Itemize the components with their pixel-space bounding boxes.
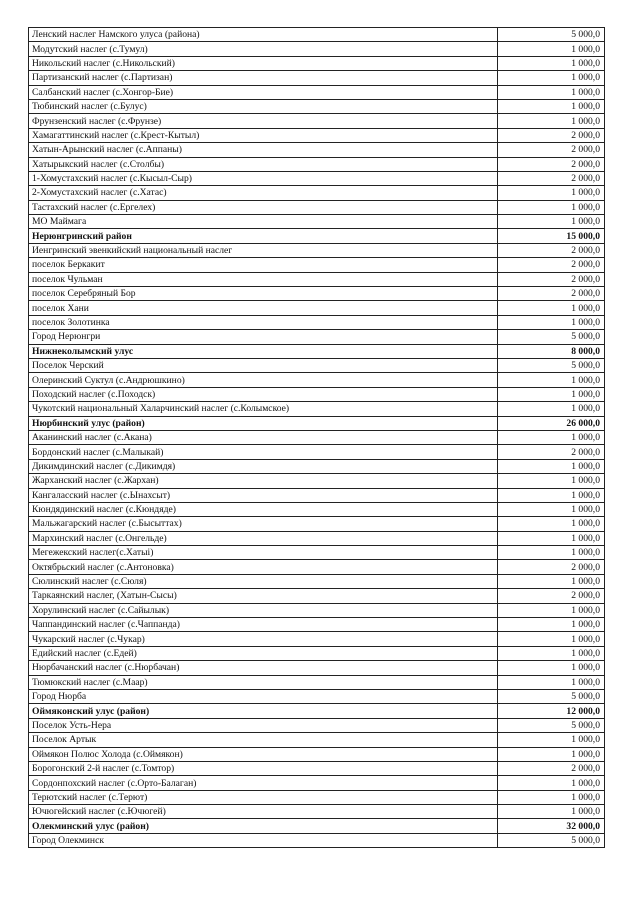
table-row (29, 243, 605, 257)
settlement-name: 1-Хомустахский наслег (с.Кысыл-Сыр) (29, 171, 498, 185)
amount-cell: 1 000,0 (498, 85, 605, 99)
settlement-name: Кюндядинский наслег (с.Кюндяде) (29, 502, 498, 516)
table-row (29, 603, 605, 617)
table-row (29, 330, 605, 344)
table-row (29, 805, 605, 819)
settlement-name: поселок Золотинка (29, 315, 498, 329)
table-row (29, 618, 605, 632)
table-row (29, 661, 605, 675)
table-row (29, 733, 605, 747)
table-row (29, 143, 605, 157)
settlement-name: Терютский наслег (с.Терют) (29, 790, 498, 804)
settlement-name: Нюрбинский улус (район) (29, 416, 498, 430)
amount-cell: 5 000,0 (498, 358, 605, 372)
amount-cell: 1 000,0 (498, 387, 605, 401)
amount-cell: 1 000,0 (498, 675, 605, 689)
settlement-name: Сордонпохский наслег (с.Орто-Балаган) (29, 776, 498, 790)
table-row (29, 301, 605, 315)
amount-cell: 1 000,0 (498, 71, 605, 85)
amount-cell: 8 000,0 (498, 344, 605, 358)
district-total-row (29, 704, 605, 718)
settlement-name: 2-Хомустахский наслег (с.Хатас) (29, 186, 498, 200)
settlement-name: Олеринский Суктул (с.Андрюшкино) (29, 373, 498, 387)
table-row (29, 315, 605, 329)
settlement-name: Поселок Артык (29, 733, 498, 747)
table-row (29, 430, 605, 444)
amount-cell: 1 000,0 (498, 488, 605, 502)
settlement-name: Поселок Черский (29, 358, 498, 372)
amount-cell: 1 000,0 (498, 56, 605, 70)
district-total-row (29, 229, 605, 243)
settlement-name: Тюбинский наслег (с.Булус) (29, 99, 498, 113)
settlement-name: Хорулинский наслег (с.Сайылык) (29, 603, 498, 617)
amount-cell: 1 000,0 (498, 517, 605, 531)
amount-cell: 1 000,0 (498, 776, 605, 790)
settlement-name: Партизанский наслег (с.Партизан) (29, 71, 498, 85)
table-row (29, 85, 605, 99)
amount-cell: 1 000,0 (498, 733, 605, 747)
table-row (29, 589, 605, 603)
settlement-name: поселок Серебряный Бор (29, 287, 498, 301)
amount-cell: 1 000,0 (498, 632, 605, 646)
table-row (29, 114, 605, 128)
table-row (29, 718, 605, 732)
table-row (29, 747, 605, 761)
table-row (29, 71, 605, 85)
amount-cell: 1 000,0 (498, 315, 605, 329)
settlement-name: Никольский наслег (с.Никольский) (29, 56, 498, 70)
settlement-name: Походский наслег (с.Походск) (29, 387, 498, 401)
amount-cell: 2 000,0 (498, 445, 605, 459)
amount-cell: 2 000,0 (498, 287, 605, 301)
table-row (29, 531, 605, 545)
amount-cell: 1 000,0 (498, 99, 605, 113)
settlement-name: Хамагаттинский наслег (с.Крест-Кытыл) (29, 128, 498, 142)
settlement-name: Чукарский наслег (с.Чукар) (29, 632, 498, 646)
amount-cell: 1 000,0 (498, 546, 605, 560)
table-row (29, 157, 605, 171)
settlement-name: Мегежекский наслег(с.Хатыі) (29, 546, 498, 560)
settlement-name: Город Олекминск (29, 833, 498, 847)
amount-cell: 2 000,0 (498, 761, 605, 775)
amount-cell: 1 000,0 (498, 114, 605, 128)
settlement-name: Ленский наслег Намского улуса (района) (29, 28, 498, 42)
settlement-name: Бордонский наслег (с.Малыкай) (29, 445, 498, 459)
table-row (29, 28, 605, 42)
table-row (29, 675, 605, 689)
settlement-name: Октябрьский наслег (с.Антоновка) (29, 560, 498, 574)
amount-cell: 5 000,0 (498, 330, 605, 344)
settlement-name: Нерюнгринский район (29, 229, 498, 243)
amount-cell: 1 000,0 (498, 42, 605, 56)
settlement-name: Кангаласский наслег (с.Ынахсыт) (29, 488, 498, 502)
table-row (29, 128, 605, 142)
settlement-name: Модутский наслег (с.Тумул) (29, 42, 498, 56)
settlement-name: Город Нерюнгри (29, 330, 498, 344)
amount-cell: 2 000,0 (498, 258, 605, 272)
table-row (29, 776, 605, 790)
amount-cell: 2 000,0 (498, 272, 605, 286)
table-row (29, 287, 605, 301)
settlement-name: поселок Хани (29, 301, 498, 315)
amount-cell: 1 000,0 (498, 790, 605, 804)
settlement-name: Аканинский наслег (с.Акана) (29, 430, 498, 444)
table-row (29, 272, 605, 286)
settlement-name: Борогонский 2-й наслег (с.Томтор) (29, 761, 498, 775)
settlement-name: Мальжагарский наслег (с.Бысыттах) (29, 517, 498, 531)
table-row (29, 373, 605, 387)
amount-cell: 2 000,0 (498, 589, 605, 603)
settlement-name: поселок Чульман (29, 272, 498, 286)
amount-cell: 1 000,0 (498, 459, 605, 473)
table-row (29, 502, 605, 516)
amount-cell: 5 000,0 (498, 833, 605, 847)
settlement-name: МО Маймага (29, 215, 498, 229)
table-row (29, 790, 605, 804)
amount-cell: 1 000,0 (498, 474, 605, 488)
table-row (29, 632, 605, 646)
amount-cell: 32 000,0 (498, 819, 605, 833)
amount-cell: 1 000,0 (498, 430, 605, 444)
settlement-name: Оймякон Полюс Холода (с.Оймякон) (29, 747, 498, 761)
table-row (29, 459, 605, 473)
settlement-name: Едийский наслег (с.Едей) (29, 646, 498, 660)
settlement-name: Город Нюрба (29, 689, 498, 703)
amount-cell: 2 000,0 (498, 171, 605, 185)
table-row (29, 488, 605, 502)
table-row (29, 402, 605, 416)
amount-cell: 1 000,0 (498, 200, 605, 214)
settlement-name: Ючюгейский наслег (с.Ючюгей) (29, 805, 498, 819)
settlement-name: Хатырыкский наслег (с.Столбы) (29, 157, 498, 171)
amount-cell: 1 000,0 (498, 618, 605, 632)
settlement-name: Нижнеколымский улус (29, 344, 498, 358)
amount-cell: 26 000,0 (498, 416, 605, 430)
settlement-name: Мархинский наслег (с.Онгельде) (29, 531, 498, 545)
amount-cell: 1 000,0 (498, 301, 605, 315)
amount-cell: 5 000,0 (498, 28, 605, 42)
district-total-row (29, 416, 605, 430)
table-row (29, 171, 605, 185)
amount-cell: 1 000,0 (498, 805, 605, 819)
amount-cell: 2 000,0 (498, 128, 605, 142)
table-row (29, 560, 605, 574)
settlement-name: Иенгринский эвенкийский национальный наслег (29, 243, 498, 257)
table-row (29, 56, 605, 70)
amount-cell: 2 000,0 (498, 143, 605, 157)
amount-cell: 15 000,0 (498, 229, 605, 243)
settlement-name: Оймяконский улус (район) (29, 704, 498, 718)
settlement-name: Тюмюкский наслег (с.Маар) (29, 675, 498, 689)
settlement-name: Сюлинский наслег (с.Сюля) (29, 574, 498, 588)
table-row (29, 546, 605, 560)
settlement-name: Дикимдинский наслег (с.Дикимдя) (29, 459, 498, 473)
amount-cell: 12 000,0 (498, 704, 605, 718)
amount-cell: 5 000,0 (498, 689, 605, 703)
amount-cell: 1 000,0 (498, 215, 605, 229)
settlement-name: поселок Беркакит (29, 258, 498, 272)
settlement-name: Фрунзенский наслег (с.Фрунзе) (29, 114, 498, 128)
amount-cell: 1 000,0 (498, 402, 605, 416)
amount-cell: 1 000,0 (498, 661, 605, 675)
district-total-row (29, 819, 605, 833)
table-row (29, 689, 605, 703)
settlement-name: Жарханский наслег (с.Жархан) (29, 474, 498, 488)
table-row (29, 186, 605, 200)
amount-cell: 1 000,0 (498, 747, 605, 761)
table-row (29, 215, 605, 229)
amount-cell: 5 000,0 (498, 718, 605, 732)
settlement-name: Олекминский улус (район) (29, 819, 498, 833)
amount-cell: 1 000,0 (498, 646, 605, 660)
settlement-name: Нюрбачанский наслег (с.Нюрбачан) (29, 661, 498, 675)
table-row (29, 761, 605, 775)
settlement-name: Поселок Усть-Нера (29, 718, 498, 732)
settlement-name: Хатын-Арынский наслег (с.Аппаны) (29, 143, 498, 157)
table-row (29, 200, 605, 214)
table-row (29, 387, 605, 401)
allocation-table (28, 27, 605, 848)
amount-cell: 2 000,0 (498, 243, 605, 257)
amount-cell: 2 000,0 (498, 157, 605, 171)
table-row (29, 445, 605, 459)
amount-cell: 1 000,0 (498, 531, 605, 545)
amount-cell: 2 000,0 (498, 560, 605, 574)
settlement-name: Чаппандинский наслег (с.Чаппанда) (29, 618, 498, 632)
settlement-name: Чукотский национальный Халарчинский наслег (с.Колымское) (29, 402, 498, 416)
table-row (29, 833, 605, 847)
amount-cell: 1 000,0 (498, 502, 605, 516)
table-row (29, 99, 605, 113)
table-row (29, 574, 605, 588)
settlement-name: Тастахский наслег (с.Ергелех) (29, 200, 498, 214)
settlement-name: Таркаянский наслег, (Хатын-Сысы) (29, 589, 498, 603)
district-total-row (29, 344, 605, 358)
table-row (29, 474, 605, 488)
table-row (29, 517, 605, 531)
table-row (29, 358, 605, 372)
amount-cell: 1 000,0 (498, 603, 605, 617)
table-row (29, 42, 605, 56)
table-row (29, 646, 605, 660)
amount-cell: 1 000,0 (498, 186, 605, 200)
settlement-name: Салбанский наслег (с.Хонгор-Бие) (29, 85, 498, 99)
amount-cell: 1 000,0 (498, 574, 605, 588)
table-row (29, 258, 605, 272)
amount-cell: 1 000,0 (498, 373, 605, 387)
